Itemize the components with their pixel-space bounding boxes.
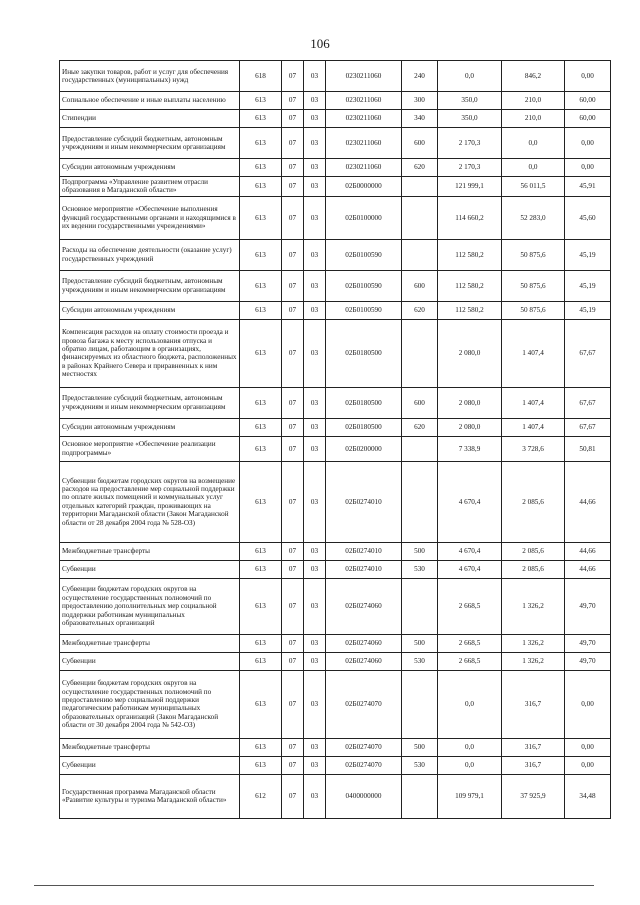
ved-cell: 618 [240, 61, 282, 92]
plan-cell: 2 080,0 [438, 387, 502, 418]
rz-cell: 07 [282, 670, 304, 738]
rz-cell: 07 [282, 418, 304, 436]
pr-cell: 03 [304, 418, 326, 436]
ved-cell: 613 [240, 301, 282, 319]
table-row [60, 128, 611, 159]
rz-cell: 07 [282, 542, 304, 560]
pr-cell: 03 [304, 670, 326, 738]
rz-cell: 07 [282, 652, 304, 670]
vr-cell [402, 436, 438, 461]
fact-cell: 50 875,6 [502, 301, 565, 319]
pct-cell: 44,66 [565, 542, 611, 560]
pct-cell: 34,48 [565, 774, 611, 818]
table-row [60, 578, 611, 634]
pr-cell: 03 [304, 634, 326, 652]
rz-cell: 07 [282, 319, 304, 387]
pct-cell: 67,67 [565, 387, 611, 418]
row-name-cell: Субсидии автономным учреждениям [60, 301, 240, 319]
plan-cell: 2 170,3 [438, 128, 502, 159]
row-name-cell: Предоставление субсидий бюджетным, автономным учреждениям и иным некоммерческим организациям [60, 128, 240, 159]
budget-table-container [59, 60, 610, 819]
csr-cell: 02Б0100000 [326, 196, 402, 239]
row-name-cell: Межбюджетные трансферты [60, 542, 240, 560]
csr-cell: 02Б0100590 [326, 239, 402, 270]
table-row [60, 301, 611, 319]
pr-cell: 03 [304, 301, 326, 319]
pct-cell: 49,70 [565, 578, 611, 634]
pr-cell: 03 [304, 128, 326, 159]
plan-cell: 121 999,1 [438, 177, 502, 197]
pr-cell: 03 [304, 542, 326, 560]
ved-cell: 613 [240, 239, 282, 270]
row-name-cell: Стипендии [60, 110, 240, 128]
table-row [60, 461, 611, 542]
csr-cell: 02Б0274060 [326, 634, 402, 652]
csr-cell: 0230211060 [326, 92, 402, 110]
vr-cell: 600 [402, 270, 438, 301]
fact-cell: 56 011,5 [502, 177, 565, 197]
vr-cell: 530 [402, 560, 438, 578]
pct-cell: 45,19 [565, 270, 611, 301]
table-row [60, 542, 611, 560]
vr-cell: 600 [402, 387, 438, 418]
ved-cell: 613 [240, 436, 282, 461]
rz-cell: 07 [282, 196, 304, 239]
pr-cell: 03 [304, 738, 326, 756]
rz-cell: 07 [282, 61, 304, 92]
pct-cell: 0,00 [565, 159, 611, 177]
table-row [60, 239, 611, 270]
fact-cell: 316,7 [502, 738, 565, 756]
vr-cell: 620 [402, 418, 438, 436]
vr-cell [402, 196, 438, 239]
plan-cell: 2 668,5 [438, 634, 502, 652]
pct-cell: 45,60 [565, 196, 611, 239]
pr-cell: 03 [304, 436, 326, 461]
rz-cell: 07 [282, 560, 304, 578]
row-name-cell: Компенсация расходов на оплату стоимости проезда и провоза багажа к месту использования отпуска и обратно лицам, работающим в организациях, финансируемых из областного бюджета, расположенных в районах Крайнего Севера и приравненных к ним местностях [60, 319, 240, 387]
table-row [60, 436, 611, 461]
pr-cell: 03 [304, 61, 326, 92]
csr-cell: 02Б0000000 [326, 177, 402, 197]
row-name-cell: Иные закупки товаров, работ и услуг для обеспечения государственных (муниципальных) нужд [60, 61, 240, 92]
row-name-cell: Субвенции бюджетам городских округов на осуществление государственных полномочий по предоставлению дополнительных мер социальной поддержки работникам муниципальных образовательных организаций [60, 578, 240, 634]
table-row [60, 560, 611, 578]
fact-cell: 2 085,6 [502, 461, 565, 542]
ved-cell: 613 [240, 319, 282, 387]
fact-cell: 210,0 [502, 110, 565, 128]
csr-cell: 02Б0274070 [326, 738, 402, 756]
rz-cell: 07 [282, 128, 304, 159]
pct-cell: 45,91 [565, 177, 611, 197]
table-row [60, 774, 611, 818]
page-number: 106 [310, 36, 330, 51]
pct-cell: 49,70 [565, 652, 611, 670]
pr-cell: 03 [304, 560, 326, 578]
ved-cell: 613 [240, 92, 282, 110]
plan-cell: 2 080,0 [438, 319, 502, 387]
vr-cell [402, 670, 438, 738]
pct-cell: 44,66 [565, 461, 611, 542]
fact-cell: 1 407,4 [502, 418, 565, 436]
ved-cell: 613 [240, 387, 282, 418]
fact-cell: 2 085,6 [502, 542, 565, 560]
table-row [60, 270, 611, 301]
vr-cell: 620 [402, 159, 438, 177]
pr-cell: 03 [304, 270, 326, 301]
rz-cell: 07 [282, 92, 304, 110]
vr-cell: 500 [402, 542, 438, 560]
rz-cell: 07 [282, 578, 304, 634]
csr-cell: 02Б0274070 [326, 670, 402, 738]
vr-cell [402, 461, 438, 542]
pct-cell: 49,70 [565, 634, 611, 652]
row-name-cell: Сопиальное обеспечение и иные выплаты населению [60, 92, 240, 110]
rz-cell: 07 [282, 301, 304, 319]
csr-cell: 02Б0200000 [326, 436, 402, 461]
pct-cell: 50,81 [565, 436, 611, 461]
csr-cell: 02Б0180500 [326, 387, 402, 418]
fact-cell: 2 085,6 [502, 560, 565, 578]
table-row [60, 177, 611, 197]
rz-cell: 07 [282, 738, 304, 756]
fact-cell: 3 728,6 [502, 436, 565, 461]
row-name-cell: Субвенции бюджетам городских округов на осуществление государственных полномочий по предоставлению мер социальной поддержки педагогическим работникам муниципальных образовательных организаций (Закон Магаданской области от 30 декабря 2004 года № 542-ОЗ) [60, 670, 240, 738]
plan-cell: 112 580,2 [438, 301, 502, 319]
plan-cell: 0,0 [438, 756, 502, 774]
ved-cell: 613 [240, 634, 282, 652]
footer-rule [34, 885, 594, 886]
table-row [60, 319, 611, 387]
plan-cell: 350,0 [438, 110, 502, 128]
pr-cell: 03 [304, 578, 326, 634]
pct-cell: 67,67 [565, 319, 611, 387]
pr-cell: 03 [304, 177, 326, 197]
table-row [60, 110, 611, 128]
row-name-cell: Субсидии автономным учреждениям [60, 159, 240, 177]
ved-cell: 613 [240, 461, 282, 542]
plan-cell: 2 668,5 [438, 652, 502, 670]
pr-cell: 03 [304, 756, 326, 774]
vr-cell: 530 [402, 756, 438, 774]
plan-cell: 2 668,5 [438, 578, 502, 634]
ved-cell: 613 [240, 560, 282, 578]
pr-cell: 03 [304, 110, 326, 128]
csr-cell: 02Б0100590 [326, 270, 402, 301]
table-row [60, 634, 611, 652]
vr-cell [402, 177, 438, 197]
rz-cell: 07 [282, 436, 304, 461]
pct-cell: 45,19 [565, 239, 611, 270]
plan-cell: 0,0 [438, 738, 502, 756]
pct-cell: 67,67 [565, 418, 611, 436]
ved-cell: 613 [240, 270, 282, 301]
csr-cell: 02Б0274060 [326, 652, 402, 670]
vr-cell: 300 [402, 92, 438, 110]
pct-cell: 0,00 [565, 61, 611, 92]
vr-cell [402, 774, 438, 818]
table-row [60, 756, 611, 774]
row-name-cell: Субвенции бюджетам городских округов на возмещение расходов на предоставление мер социальной поддержки по оплате жилых помещений и коммунальных услуг отдельных категорий граждан, проживающих на территории Магаданской области (Закон Магаданской области от 28 декабря 2004 года № 528-ОЗ) [60, 461, 240, 542]
plan-cell: 112 580,2 [438, 270, 502, 301]
vr-cell: 240 [402, 61, 438, 92]
fact-cell: 1 407,4 [502, 387, 565, 418]
pr-cell: 03 [304, 239, 326, 270]
csr-cell: 02Б0180500 [326, 418, 402, 436]
rz-cell: 07 [282, 461, 304, 542]
csr-cell: 0230211060 [326, 159, 402, 177]
ved-cell: 612 [240, 774, 282, 818]
csr-cell: 02Б0274070 [326, 756, 402, 774]
csr-cell: 0230211060 [326, 128, 402, 159]
row-name-cell: Предоставление субсидий бюджетным, автономным учреждениям и иным некоммерческим организациям [60, 270, 240, 301]
vr-cell [402, 578, 438, 634]
vr-cell: 600 [402, 128, 438, 159]
table-row [60, 670, 611, 738]
rz-cell: 07 [282, 110, 304, 128]
plan-cell: 0,0 [438, 670, 502, 738]
csr-cell: 02Б0274010 [326, 542, 402, 560]
fact-cell: 0,0 [502, 159, 565, 177]
row-name-cell: Предоставление субсидий бюджетным, автономным учреждениям и иным некоммерческим организациям [60, 387, 240, 418]
csr-cell: 0400000000 [326, 774, 402, 818]
csr-cell: 0230211060 [326, 110, 402, 128]
fact-cell: 37 925,9 [502, 774, 565, 818]
rz-cell: 07 [282, 774, 304, 818]
vr-cell [402, 319, 438, 387]
pct-cell: 0,00 [565, 128, 611, 159]
vr-cell: 500 [402, 738, 438, 756]
fact-cell: 846,2 [502, 61, 565, 92]
csr-cell: 02Б0180500 [326, 319, 402, 387]
fact-cell: 1 407,4 [502, 319, 565, 387]
row-name-cell: Расходы на обеспечение деятельности (оказание услуг) государственных учреждений [60, 239, 240, 270]
ved-cell: 613 [240, 542, 282, 560]
row-name-cell: Основное мероприятие «Обеспечение реализации подпрограммы» [60, 436, 240, 461]
budget-table [59, 60, 611, 819]
plan-cell: 4 670,4 [438, 461, 502, 542]
pr-cell: 03 [304, 461, 326, 542]
pr-cell: 03 [304, 774, 326, 818]
table-row [60, 92, 611, 110]
pct-cell: 44,66 [565, 560, 611, 578]
plan-cell: 7 338,9 [438, 436, 502, 461]
ved-cell: 613 [240, 196, 282, 239]
table-row [60, 159, 611, 177]
vr-cell: 620 [402, 301, 438, 319]
pct-cell: 0,00 [565, 738, 611, 756]
table-body [60, 61, 611, 819]
plan-cell: 114 660,2 [438, 196, 502, 239]
ved-cell: 613 [240, 756, 282, 774]
csr-cell: 0230211060 [326, 61, 402, 92]
pr-cell: 03 [304, 159, 326, 177]
fact-cell: 50 875,6 [502, 270, 565, 301]
pct-cell: 60,00 [565, 92, 611, 110]
fact-cell: 52 283,0 [502, 196, 565, 239]
plan-cell: 350,0 [438, 92, 502, 110]
vr-cell: 530 [402, 652, 438, 670]
plan-cell: 109 979,1 [438, 774, 502, 818]
table-row [60, 418, 611, 436]
fact-cell: 316,7 [502, 670, 565, 738]
rz-cell: 07 [282, 756, 304, 774]
pct-cell: 0,00 [565, 670, 611, 738]
vr-cell [402, 239, 438, 270]
rz-cell: 07 [282, 270, 304, 301]
pct-cell: 60,00 [565, 110, 611, 128]
plan-cell: 2 170,3 [438, 159, 502, 177]
table-row [60, 652, 611, 670]
fact-cell: 0,0 [502, 128, 565, 159]
vr-cell: 500 [402, 634, 438, 652]
fact-cell: 1 326,2 [502, 652, 565, 670]
csr-cell: 02Б0274010 [326, 461, 402, 542]
table-row [60, 387, 611, 418]
ved-cell: 613 [240, 159, 282, 177]
fact-cell: 1 326,2 [502, 634, 565, 652]
fact-cell: 1 326,2 [502, 578, 565, 634]
pr-cell: 03 [304, 387, 326, 418]
row-name-cell: Межбюджетные трансферты [60, 634, 240, 652]
csr-cell: 02Б0274010 [326, 560, 402, 578]
rz-cell: 07 [282, 159, 304, 177]
ved-cell: 613 [240, 652, 282, 670]
row-name-cell: Государственная программа Магаданской области «Развитие культуры и туризма Магаданской области» [60, 774, 240, 818]
ved-cell: 613 [240, 578, 282, 634]
row-name-cell: Основное мероприятие «Обеспечение выполнения функций государственными органами и находящимися в их ведении государственными учреждениями» [60, 196, 240, 239]
pr-cell: 03 [304, 92, 326, 110]
row-name-cell: Субвенции [60, 652, 240, 670]
ved-cell: 613 [240, 738, 282, 756]
rz-cell: 07 [282, 634, 304, 652]
ved-cell: 613 [240, 177, 282, 197]
pr-cell: 03 [304, 319, 326, 387]
fact-cell: 50 875,6 [502, 239, 565, 270]
rz-cell: 07 [282, 387, 304, 418]
row-name-cell: Субвенции [60, 756, 240, 774]
pct-cell: 45,19 [565, 301, 611, 319]
row-name-cell: Субсидии автономным учреждениям [60, 418, 240, 436]
fact-cell: 210,0 [502, 92, 565, 110]
csr-cell: 02Б0100590 [326, 301, 402, 319]
fact-cell: 316,7 [502, 756, 565, 774]
row-name-cell: Подпрограмма «Управление развитием отрасли образования в Магаданской области» [60, 177, 240, 197]
ved-cell: 613 [240, 670, 282, 738]
ved-cell: 613 [240, 110, 282, 128]
ved-cell: 613 [240, 128, 282, 159]
row-name-cell: Субвенции [60, 560, 240, 578]
table-row [60, 196, 611, 239]
plan-cell: 0,0 [438, 61, 502, 92]
vr-cell: 340 [402, 110, 438, 128]
plan-cell: 4 670,4 [438, 560, 502, 578]
pr-cell: 03 [304, 196, 326, 239]
rz-cell: 07 [282, 239, 304, 270]
plan-cell: 2 080,0 [438, 418, 502, 436]
rz-cell: 07 [282, 177, 304, 197]
plan-cell: 112 580,2 [438, 239, 502, 270]
table-row [60, 738, 611, 756]
row-name-cell: Межбюджетные трансферты [60, 738, 240, 756]
ved-cell: 613 [240, 418, 282, 436]
table-row [60, 61, 611, 92]
plan-cell: 4 670,4 [438, 542, 502, 560]
pct-cell: 0,00 [565, 756, 611, 774]
csr-cell: 02Б0274060 [326, 578, 402, 634]
pr-cell: 03 [304, 652, 326, 670]
